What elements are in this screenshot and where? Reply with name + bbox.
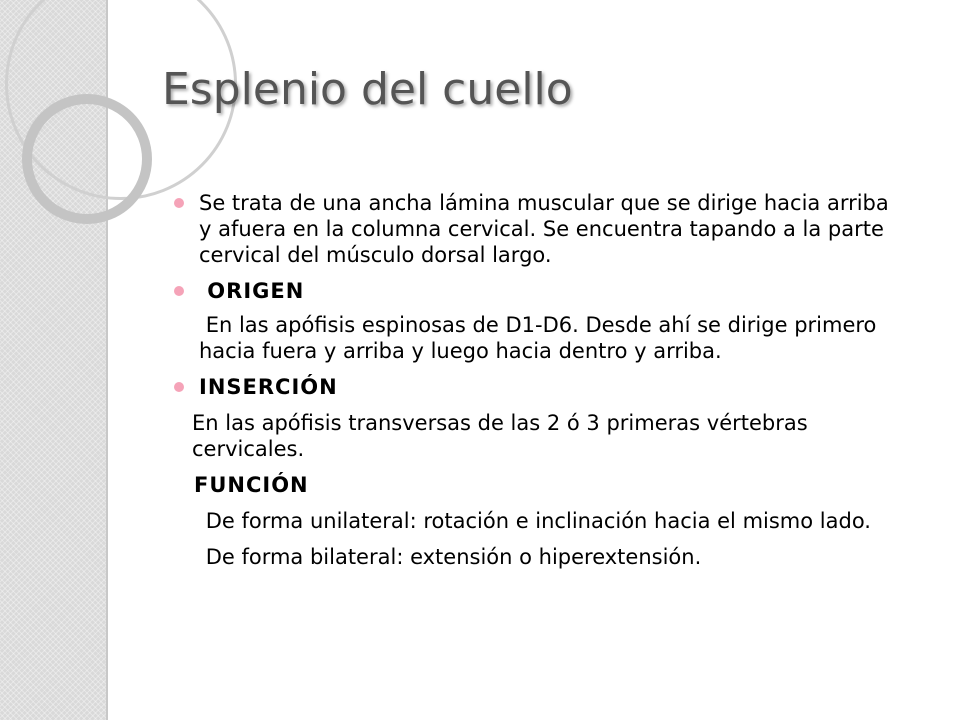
- origin-heading: ORIGEN: [199, 279, 305, 303]
- origin-paragraph: [174, 312, 894, 364]
- function-bilateral-paragraph: [174, 544, 894, 570]
- insertion-paragraph: [174, 410, 894, 462]
- function-heading-line: [174, 472, 894, 498]
- intro-text: Se trata de una ancha lámina muscular que se dirige hacia arriba y afuera en la columna cervical. Se encuentra tapando a la parte cervical del músculo dorsal largo.: [199, 191, 889, 267]
- function-bilateral-text: De forma bilateral: extensión o hiperextensión.: [199, 545, 702, 569]
- bullet-dot-icon: [174, 286, 184, 296]
- bullet-origin: [174, 278, 894, 304]
- bullet-dot-icon: [174, 382, 184, 392]
- insertion-heading: INSERCIÓN: [199, 375, 338, 399]
- bullet-insertion: [174, 374, 894, 400]
- function-heading: FUNCIÓN: [194, 473, 309, 497]
- bullet-dot-icon: [174, 198, 184, 208]
- bullet-intro: [174, 190, 894, 268]
- decorative-ring-inner: [22, 94, 152, 224]
- origin-text: En las apófisis espinosas de D1-D6. Desde ahí se dirige primero hacia fuera y arriba y luego hacia dentro y arriba.: [199, 313, 884, 363]
- slide-title: Esplenio del cuello: [162, 64, 573, 115]
- function-unilateral-paragraph: [174, 508, 894, 534]
- insertion-text: En las apófisis transversas de las 2 ó 3 primeras vértebras cervicales.: [192, 411, 808, 461]
- function-unilateral-text: De forma unilateral: rotación e inclinación hacia el mismo lado.: [199, 509, 871, 533]
- slide-body: [174, 190, 894, 570]
